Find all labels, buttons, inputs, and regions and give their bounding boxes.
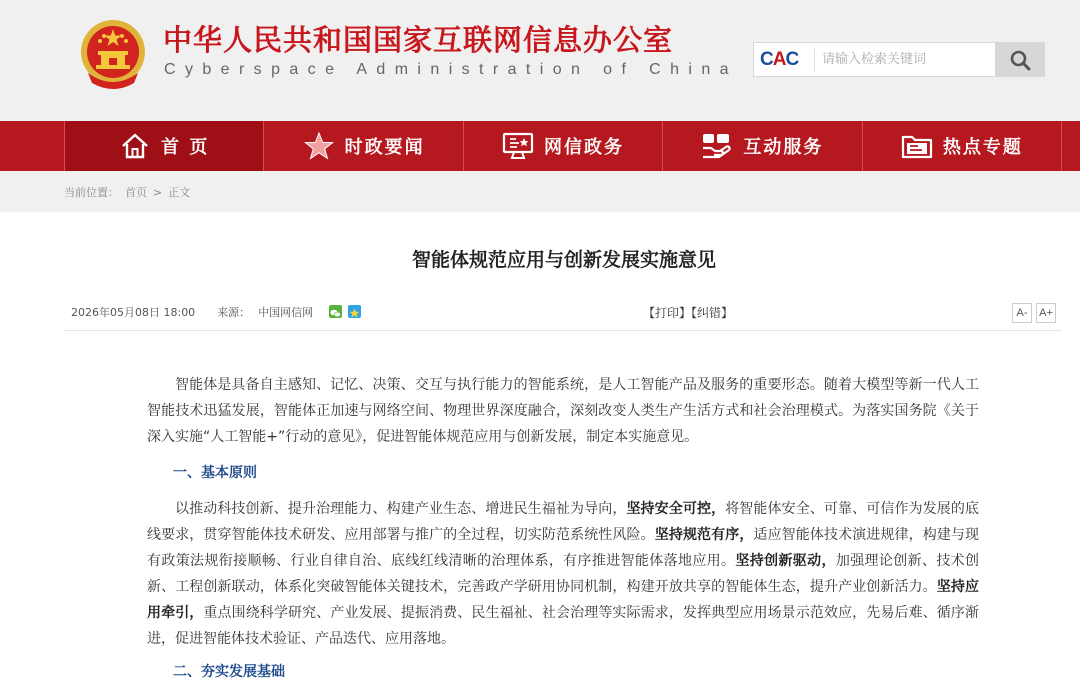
correct-link[interactable]: 【纠错】 <box>691 306 734 320</box>
source-label: 来源： <box>217 306 251 319</box>
home-icon <box>119 131 151 161</box>
nav-label-news: 时政要闻 <box>344 137 425 158</box>
cac-logo: CAC <box>760 49 799 70</box>
breadcrumb-bar <box>0 171 1080 212</box>
emphasis: 坚持应用牵引， <box>147 579 980 621</box>
national-emblem-icon[interactable] <box>78 17 148 91</box>
article-paragraph: 智能体是具备自主感知、记忆、决策、交互与执行能力的智能系统，是人工智能产品及服务的重要形态。随着大模型等新一代人工智能技术迅猛发展，智能体正加速与网络空间、物理世界深度融合，深刻改变人类生产生活方式和社会治理模式。为落实国务院《关于深入实施“人工智能+”行动的意见》，促进智能体规范应用与创新发展，制定本实施意见。 <box>147 377 979 445</box>
nav-item-topics[interactable] <box>863 121 1062 171</box>
article-title: 智能体规范应用与创新发展实施意见 <box>411 249 716 271</box>
breadcrumb-home-link[interactable]: 首页 <box>125 186 147 199</box>
site-header <box>0 0 1080 121</box>
breadcrumb-prefix: 当前位置： <box>64 186 119 199</box>
section-heading: 一、基本原则 <box>173 465 257 481</box>
nav-label-interaction: 互动服务 <box>743 137 824 158</box>
nav-label-affairs: 网信政务 <box>544 137 625 158</box>
folder-icon <box>901 131 933 161</box>
nav-item-interaction[interactable] <box>663 121 862 171</box>
breadcrumb-separator: > <box>153 186 163 199</box>
star-icon <box>303 131 335 161</box>
monitor-icon <box>502 131 534 161</box>
main-nav <box>0 121 1080 171</box>
nav-item-home[interactable] <box>64 121 264 171</box>
publish-date: 2026年05月08日 18:00 <box>71 306 196 319</box>
article-paragraph: 以推动科技创新、提升治理能力、构建产业生态、增进民生福祉为导向，坚持安全可控，将智能体安全、可靠、可信作为发展的底线要求，贯穿智能体技术研发、应用部署与推广的全过程，切实防范系统性风险。坚持规范有序，适应智能体技术演进规律，构建与现有政策法规衔接顺畅、行业自律自治、底线红线清晰的治理体系，有序推进智能体落地应用。坚持创新驱动，加强理论创新、技术创新、工程创新联动，体系化突破智能体关键技术，完善政产学研用协同机制，构建开放共享的智能体生态，提升产业创新活力。坚持应用牵引，重点围绕科学研究、产业发展、提振消费、民生福祉、社会治理等实际需求，发挥典型应用场景示范效应，先易后难、循序渐进，促进智能体技术验证、产品迭代、应用落地。 <box>147 501 980 647</box>
article-meta <box>71 304 313 320</box>
search-divider <box>814 48 815 72</box>
emphasis: 坚持安全可控， <box>626 501 726 517</box>
search-button[interactable] <box>995 43 1044 76</box>
qzone-icon[interactable] <box>348 305 361 318</box>
font-larger-button[interactable]: A+ <box>1036 303 1056 323</box>
search-box <box>753 42 1045 77</box>
site-title-english: Cyberspace Administration of China <box>164 61 738 78</box>
handshake-icon <box>701 131 733 161</box>
article-tools <box>643 304 733 321</box>
emphasis: 坚持创新驱动， <box>735 553 836 569</box>
nav-label-topics: 热点专题 <box>942 137 1023 158</box>
source-name: 中国网信网 <box>258 306 314 319</box>
nav-item-news[interactable] <box>264 121 463 171</box>
meta-divider <box>64 330 1062 331</box>
site-title: 中华人民共和国国家互联网信息办公室 <box>163 23 674 57</box>
search-input[interactable] <box>816 44 1004 75</box>
wechat-icon[interactable] <box>329 305 342 318</box>
section-heading: 二、夯实发展基础 <box>173 664 285 680</box>
breadcrumb-current: 正文 <box>168 186 191 199</box>
emphasis: 坚持规范有序， <box>654 527 754 543</box>
print-link[interactable]: 【打印】 <box>643 306 692 320</box>
font-smaller-button[interactable]: A- <box>1012 303 1032 323</box>
nav-label-home: 首 页 <box>161 137 210 158</box>
search-icon <box>1009 49 1031 71</box>
nav-item-affairs[interactable] <box>464 121 663 171</box>
breadcrumb <box>64 184 196 200</box>
